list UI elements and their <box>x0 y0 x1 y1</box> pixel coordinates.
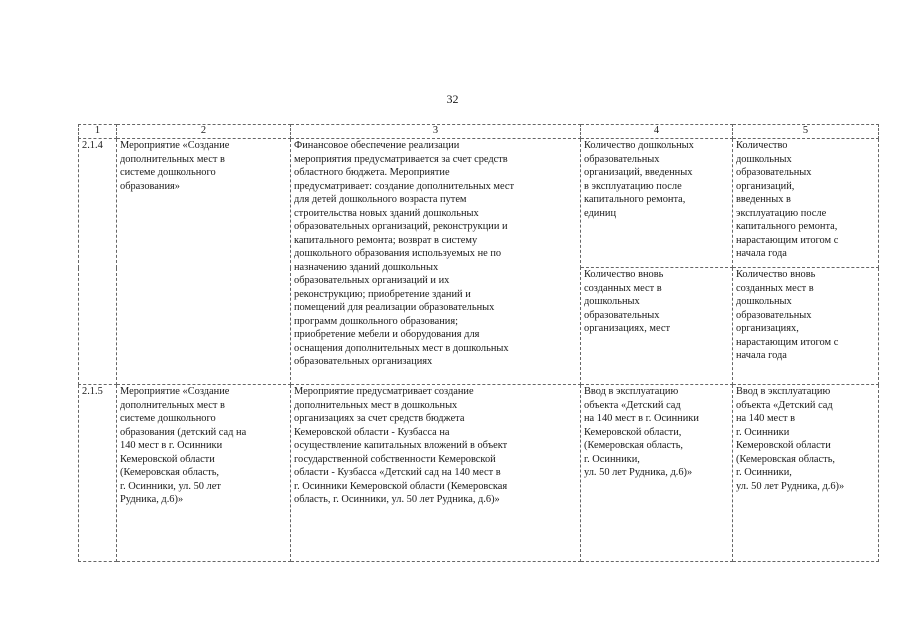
column-header-1: 1 <box>79 125 117 139</box>
indicator-cell: Количество дошкольных образовательных организаций, введенных в эксплуатацию после капитального ремонта, единиц <box>581 139 733 268</box>
column-header-5: 5 <box>733 125 879 139</box>
page-number: 32 <box>446 92 459 106</box>
column-header-4: 4 <box>581 125 733 139</box>
indicator-method-cell: Количество дошкольных образовательных организаций, введенных в эксплуатацию после капитального ремонта, нарастающим итогом с начала года <box>733 139 879 268</box>
table-row <box>79 385 879 562</box>
indicator-method-cell: Количество вновь созданных мест в дошкольных образовательных организациях, нарастающим итогом с начала года <box>733 268 879 385</box>
table-row <box>79 139 879 268</box>
measures-table <box>78 124 879 562</box>
measure-name-cell: Мероприятие «Создание дополнительных мест в системе дошкольного образования (детский сад на 140 мест в г. Осинники Кемеровской области (Кемеровская область, г. Осинники, ул. 50 лет Рудника, д.6)» <box>117 385 291 562</box>
table-header-row <box>79 125 879 139</box>
indicator-cell: Количество вновь созданных мест в дошкольных образовательных организациях, мест <box>581 268 733 385</box>
column-header-3: 3 <box>291 125 581 139</box>
measure-description-cell: Мероприятие предусматривает создание дополнительных мест в дошкольных организациях за счет средств бюджета Кемеровской области - Кузбасса на осуществление капитальных вложений в объект государственной собственности Кемеровской области - Кузбасса «Детский сад на 140 мест в г. Осинники Кемеровской области (Кемеровская область, г. Осинники, ул. 50 лет Рудника, д.6)» <box>291 385 581 562</box>
measure-name-cell: Мероприятие «Создание дополнительных мест в системе дошкольного образования» <box>117 139 291 385</box>
indicator-cell: Ввод в эксплуатацию объекта «Детский сад на 140 мест в г. Осинники Кемеровской области, (Кемеровская область, г. Осинники, ул. 50 лет Рудника, д.6)» <box>581 385 733 562</box>
column-header-2: 2 <box>117 125 291 139</box>
row-number-cell: 2.1.5 <box>79 385 117 562</box>
measure-description-cell: Финансовое обеспечение реализации мероприятия предусматривается за счет средств областного бюджета. Мероприятие предусматривает: создание дополнительных мест для детей дошкольного возраста путем строительства новых зданий дошкольных образовательных организаций, реконструкции и капитального ремонта; возврат в систему дошкольного образования используемых не по назначению зданий дошкольных образовательных организаций и их реконструкцию; приобретение зданий и помещений для реализации образовательных программ дошкольного образования; приобретение мебели и оборудования для оснащения дополнительных мест в дошкольных образовательных организациях <box>291 139 581 385</box>
row-number-cell: 2.1.4 <box>79 139 117 385</box>
indicator-method-cell: Ввод в эксплуатацию объекта «Детский сад на 140 мест в г. Осинники Кемеровской области (Кемеровская область, г. Осинники, ул. 50 лет Рудника, д.6)» <box>733 385 879 562</box>
